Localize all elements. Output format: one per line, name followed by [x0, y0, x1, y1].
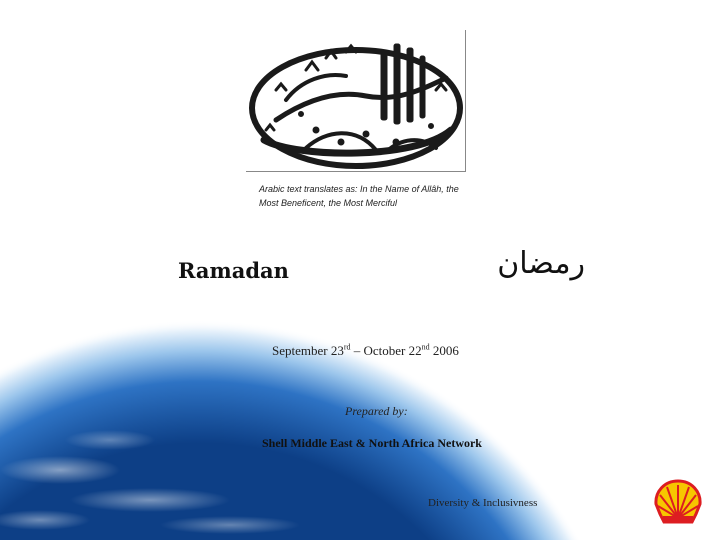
date-separator: – [350, 343, 364, 358]
date-year: 2006 [429, 343, 459, 358]
title-english: Ramadan [178, 258, 289, 283]
network-name: Shell Middle East & North Africa Network [262, 436, 482, 450]
date-range [272, 343, 459, 359]
calligraphy-caption [259, 182, 519, 210]
prepared-by-label: Prepared by: [345, 404, 408, 418]
caption-line-2: Most Beneficent, the Most Merciful [259, 198, 398, 208]
calligraphy-frame [246, 30, 466, 172]
end-date-suffix: nd [421, 342, 430, 352]
footer-text: Diversity & Inclusivness [428, 497, 538, 509]
start-date: September 23 [272, 343, 344, 358]
start-date-suffix: rd [343, 342, 351, 352]
end-date: October 22 [363, 343, 422, 358]
caption-line-1: Arabic text translates as: In the Name of Allâh, the [259, 184, 459, 194]
bismillah-calligraphy-graphic [246, 30, 466, 172]
shell-pecten-logo [652, 478, 704, 526]
title-arabic: رمضان [497, 246, 585, 281]
